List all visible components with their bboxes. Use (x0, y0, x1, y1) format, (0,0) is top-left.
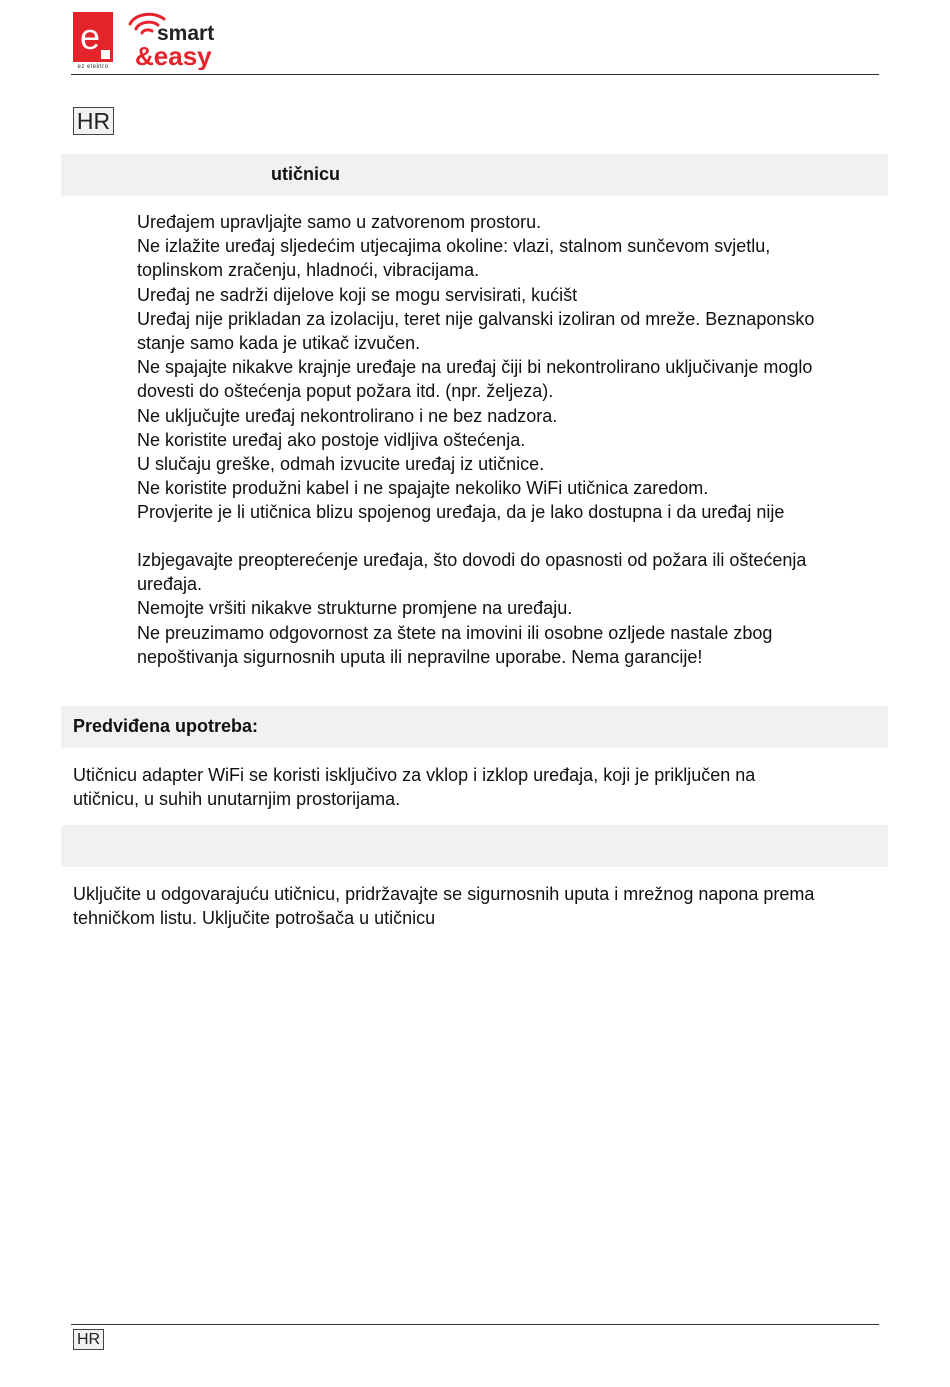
logo-smart-text: smart (157, 22, 215, 45)
safety-line: Ne koristite produžni kabel i ne spajajte nekoliko WiFi utičnica zaredom. (137, 478, 709, 499)
safety-line: U slučaju greške, odmah izvucite uređaj iz utičnice. (137, 453, 545, 474)
intended-use-text (73, 763, 755, 811)
safety-line: toplinskom zračenju, hladnoći, vibracijama. (137, 260, 480, 281)
logo-e-letter: e (79, 16, 101, 57)
intended-use-line: utičnicu, u suhih unutarnjim prostorijama. (73, 789, 401, 810)
safety-line: Ne spajajte nikakve krajnje uređaje na uređaj čiji bi nekontrolirano uključivanje moglo (137, 357, 813, 378)
safety-heading-bar (61, 154, 888, 196)
safety-line: Uređajem upravljajte samo u zatvorenom prostoru. (137, 212, 542, 232)
safety-instructions (137, 210, 814, 524)
language-badge: HR (73, 107, 114, 135)
logo-easy-text: &easy (135, 41, 212, 70)
safety-line: Ne izlažite uređaj sljedećim utjecajima okoline: vlazi, stalnom sunčevom svjetlu, (137, 236, 771, 257)
footer-language-badge: HR (73, 1329, 104, 1350)
intended-use-heading: Predviđena upotreba: (73, 716, 259, 736)
footer-divider (71, 1324, 879, 1325)
connection-line: Uključite u odgovarajuću utičnicu, pridržavajte se sigurnosnih uputa i mrežnog napona prema (73, 884, 815, 904)
header-divider (71, 74, 879, 75)
safety-line: Provjerite je li utičnica blizu spojenog uređaja, da je lako dostupna i da uređaj nije (137, 502, 785, 523)
safety-line: uređaja. (137, 574, 203, 595)
logo-e-subtitle: ez elektro (77, 64, 109, 69)
safety-line: stanje samo kada je utikač izvučen. (137, 332, 421, 353)
safety-line: dovesti do oštećenja poput požara itd. (npr. željeza). (137, 381, 554, 402)
safety-line: nepoštivanja sigurnosnih uputa ili nepravilne uporabe. Nema garancije! (137, 646, 703, 667)
intended-use-line: Utičnicu adapter WiFi se koristi isključivo za vklop i izklop uređaja, koji je priključen na (73, 765, 756, 785)
safety-heading: utičnicu (271, 164, 341, 184)
connection-text (73, 882, 814, 930)
connection-line: tehničkom listu. Uključite potrošača u utičnicu (73, 908, 436, 929)
safety-line: Izbjegavajte preopterećenje uređaja, što dovodi do opasnosti od požara ili oštećenja (137, 550, 807, 570)
safety-line: Ne koristite uređaj ako postoje vidljiva oštećenja. (137, 429, 526, 450)
safety-line: Uređaj ne sadrži dijelove koji se mogu servisirati, kućišt (137, 284, 578, 305)
safety-line: Ne preuzimamo odgovornost za štete na imovini ili osobne ozljede nastale zbog (137, 622, 773, 643)
safety-instructions-continued (137, 548, 806, 669)
safety-line: Nemojte vršiti nikakve strukturne promjene na uređaju. (137, 598, 573, 619)
connection-heading-bar (61, 825, 888, 867)
safety-line: Uređaj nije prikladan za izolaciju, teret nije galvanski izoliran od mreže. Beznaponsko (137, 308, 815, 329)
safety-line: Ne uključujte uređaj nekontrolirano i ne bez nadzora. (137, 405, 558, 426)
ez-elektro-logo (73, 12, 113, 69)
intended-use-heading-bar (61, 706, 888, 748)
smart-easy-logo (127, 10, 237, 70)
